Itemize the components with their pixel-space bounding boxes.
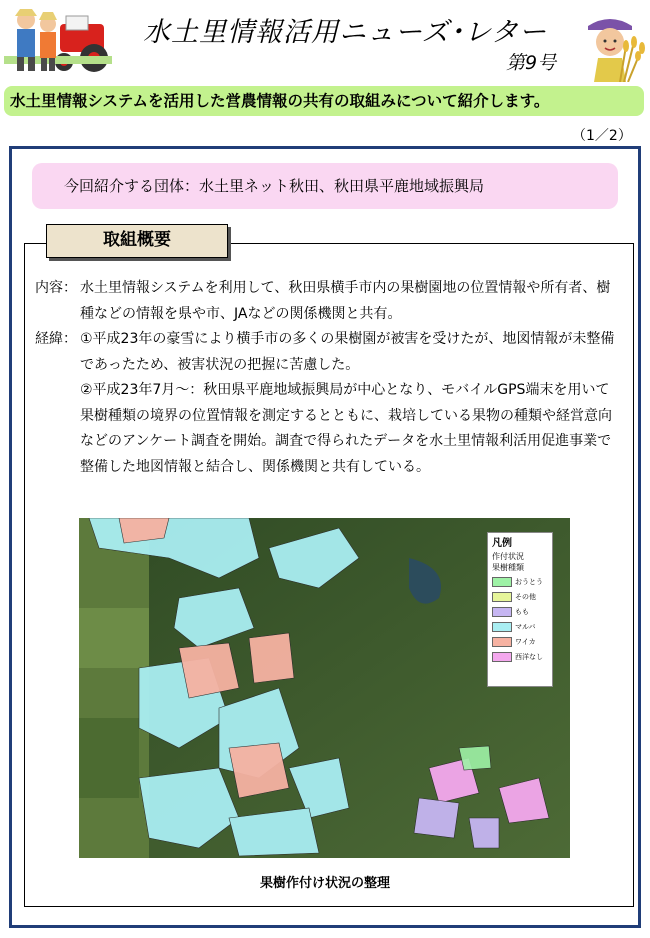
content-label: 内容： bbox=[35, 280, 77, 296]
legend-swatch bbox=[492, 607, 512, 617]
legend-swatch bbox=[492, 637, 512, 647]
overview-heading: 取組概要 bbox=[46, 224, 228, 258]
legend-subtitle-2: 果樹種類 bbox=[492, 563, 524, 572]
legend-item bbox=[492, 636, 548, 648]
legend-item-label: マルバ bbox=[515, 623, 536, 631]
legend-item bbox=[492, 576, 548, 588]
headline-banner: 水土里情報システムを活用した営農情報の共有の取組みについて紹介します。 bbox=[4, 86, 644, 116]
legend-swatch bbox=[492, 577, 512, 587]
legend-item bbox=[492, 606, 548, 618]
legend-item bbox=[492, 651, 548, 663]
legend-title: 凡例 bbox=[492, 538, 512, 549]
newsletter-title: 水土里情報活用ニューズ･レター bbox=[142, 17, 548, 48]
legend-swatch bbox=[492, 652, 512, 662]
legend-item bbox=[492, 621, 548, 633]
farmers-tractor-illustration bbox=[4, 4, 112, 76]
legend-item-label: ワイカ bbox=[515, 638, 536, 646]
map-caption: 果樹作付け状況の整理 bbox=[259, 876, 390, 891]
history-item-2: ②平成23年7月～：秋田県平鹿地域振興局が中心となり、モバイルGPS端末を用いて果樹種類の境界の位置情報を測定するとともに、栽培している果物の種類や経営意向などのアンケート調査を開始。調査で得られたデータを水土里情報利活用促進事業で整備した地図情報と結合し、関係機関と共有している。 bbox=[80, 382, 612, 475]
map-legend bbox=[487, 532, 553, 687]
history-item-1: ①平成23年の豪雪により横手市の多くの果樹園が被害を受けたが、地図情報が未整備であったため、被害状況の把握に苦慮した。 bbox=[80, 331, 615, 373]
history-label: 経緯： bbox=[35, 331, 77, 347]
legend-item-label: その他 bbox=[515, 593, 536, 601]
legend-item bbox=[492, 591, 548, 603]
legend-swatch bbox=[492, 622, 512, 632]
legend-item-label: 西洋なし bbox=[515, 653, 543, 661]
content-text: 水土里情報システムを利用して、秋田県横手市内の果樹園地の位置情報や所有者、樹種などの情報を県や市、JAなどの関係機関と共有。 bbox=[80, 280, 611, 322]
legend-subtitle-1: 作付状況 bbox=[492, 552, 524, 561]
legend-item-label: もも bbox=[515, 608, 529, 616]
page-number: （1／2） bbox=[572, 128, 632, 144]
farmer-rice-illustration bbox=[580, 12, 646, 82]
legend-item-label: おうとう bbox=[515, 578, 543, 586]
featured-groups-box: 今回紹介する団体：水土里ネット秋田、秋田県平鹿地域振興局 bbox=[32, 163, 618, 209]
issue-number: 第9号 bbox=[506, 52, 557, 74]
legend-swatch bbox=[492, 592, 512, 602]
